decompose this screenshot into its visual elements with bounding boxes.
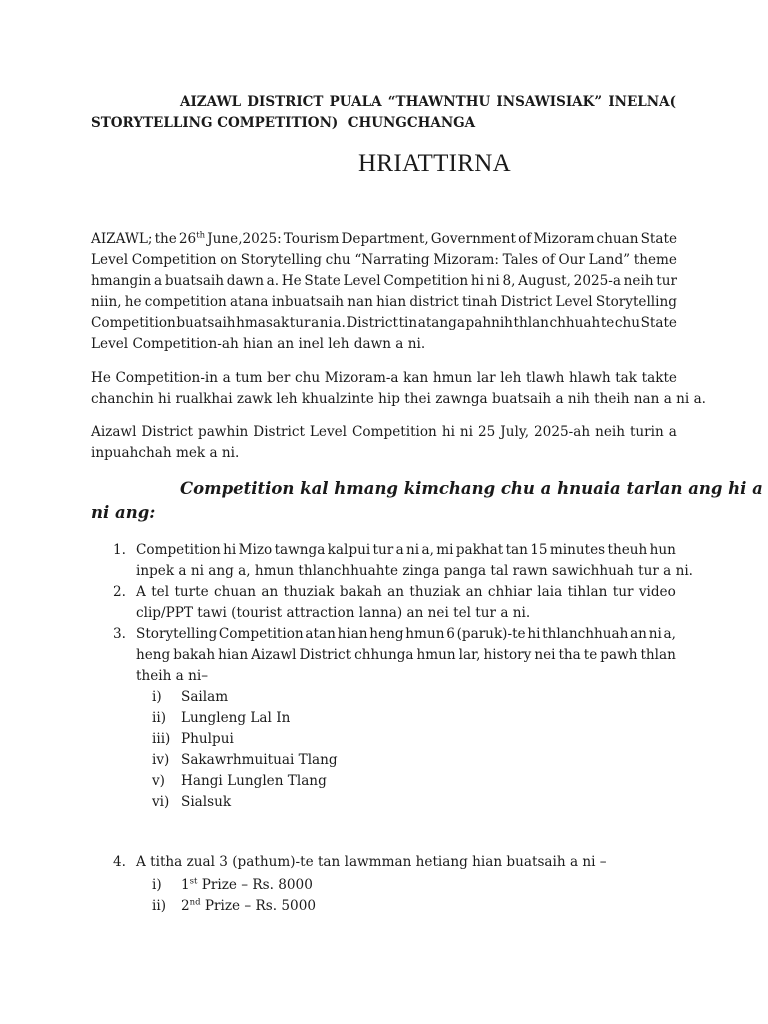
heading-line-1 [180,94,676,110]
text-word: hian [218,647,249,663]
text-word: thlan [513,315,549,331]
text-word: He [281,273,302,289]
text-word: chhiar [487,584,532,600]
list-item-line: clip/PPT tawi (tourist attraction lanna) an nei tel tur a ni. [136,605,531,621]
text-word: Mizoram-a [324,370,399,386]
roman-numeral: ii) [152,710,166,726]
text-word: buatsaih [164,273,225,289]
text-word: Level [91,252,129,268]
text-word: (paruk)-te [456,626,526,642]
paragraph-2-line: chanchin hi rualkhai zawk leh khualzinte hip thei zawnga buatsaih a nih theih nan a ni a. [91,391,707,407]
page-title: HRIATTIRNA [358,150,511,177]
text-word: niin, [91,294,122,310]
text-word: August, [518,273,571,289]
text-word: Competition [136,542,221,558]
list-item-line [136,645,676,666]
text-word: mi [436,542,454,558]
text-word: hlawh [568,370,611,386]
text-word: Storytelling [240,252,322,268]
text-word: competition [144,294,227,310]
text-word: theme [633,252,677,268]
text-word: tur [612,584,634,600]
paragraph-1-line [91,271,677,292]
text-word: he [124,294,142,310]
text-word: thuziak [283,584,335,600]
text-word: Tourism [283,231,340,247]
text-word: turin [629,424,664,440]
list-item-line: theih a ni– [136,668,209,684]
text-word: a [222,370,231,386]
paragraph-1-line [91,292,677,313]
paragraph-1-line [91,313,677,334]
text-word: tak [615,370,638,386]
text-word: hmun [405,626,445,642]
paragraph-1-line [91,229,677,250]
text-word: District [141,424,194,440]
text-word: Aizawl [251,647,297,663]
text-word: district [409,294,459,310]
section-heading-line-2: ni ang: [91,503,156,522]
text-word: tihlan [567,584,608,600]
text-word: takte [641,370,677,386]
text-word: Government [430,231,516,247]
text-word: pawhin [198,424,249,440]
superscript: st [189,876,198,887]
text-word: 26th [178,230,206,247]
text-word: Mizoram: [433,252,499,268]
text-word: leh [500,370,522,386]
text-word: ni [486,273,500,289]
text-word: A [136,584,146,600]
text-word: chuan [596,231,639,247]
text-word: 8, [502,273,516,289]
text-word: tin [398,315,418,331]
place-name: Hangi Lunglen Tlang [181,773,327,789]
text-word: a, [663,626,676,642]
text-word: June,2025: [207,231,282,247]
text-word: Competition-in [115,370,219,386]
text-word: bakah [339,584,382,600]
text-word: hun [649,542,676,558]
text-word: tel [151,584,170,600]
text-word: a [311,315,320,331]
text-word: Level [309,424,348,440]
text-word: pawh [600,647,638,663]
text-word: tinah [461,294,498,310]
text-word: tum [235,370,263,386]
text-word: ni [459,424,474,440]
text-word: chhuah [549,315,601,331]
text-word: thlanchhuah [542,626,629,642]
text-word: hmun [416,647,456,663]
text-word: chhunga [354,647,414,663]
text-word: Level [555,294,593,310]
text-word: chu [614,315,641,331]
text-word: Competition [218,626,304,642]
text-word: Competition [352,424,437,440]
text-word: heng [136,647,171,663]
text-word: hian [337,626,368,642]
text-word: kan [403,370,429,386]
text-word: tan [505,542,528,558]
list-number: 2. [113,584,126,600]
text-word: Storytelling [136,626,218,642]
text-word: tur [656,273,677,289]
text-word: District [253,424,305,440]
roman-numeral: iii) [152,731,171,747]
text-word: atana [230,294,269,310]
text-word: minutes [549,542,606,558]
text-word: neih [595,424,625,440]
text-word: pakhat [455,542,504,558]
text-word: State [304,273,341,289]
superscript: nd [189,897,201,908]
place-name: Phulpui [181,731,234,747]
paragraph-3-line: inpuahchah mek a ni. [91,445,240,461]
text-word: a. [266,273,280,289]
text-word: chu [294,370,321,386]
prize-line: 2nd Prize – Rs. 5000 [181,897,316,914]
text-word: Department, [341,231,429,247]
list-number: 4. [113,854,126,870]
text-word: an [387,584,405,600]
text-word: inbuatsaih [271,294,345,310]
text-word: Storytelling [595,294,677,310]
text-word: Level [343,273,381,289]
text-word: July, [500,424,530,440]
text-word: District [346,315,399,331]
text-word: bakah [173,647,216,663]
text-word: hi [223,542,237,558]
text-word: District [299,647,352,663]
text-word: atan [305,626,336,642]
text-word: Tales [502,252,539,268]
text-word: the [154,231,177,247]
text-word: hi [441,424,455,440]
heading-word: INELNA( [608,94,676,110]
list-item-text: A titha zual 3 (pathum)-te tan lawmman hetiang hian buatsaih a ni – [136,854,607,870]
text-word: te [583,647,598,663]
roman-numeral: iv) [152,752,170,768]
text-word: 2025-ah [534,424,591,440]
heading-word: INSAWISIAK” [496,94,603,110]
text-word: chu [325,252,351,268]
text-word: hmangin [91,273,152,289]
place-name: Sialsuk [181,794,232,810]
roman-numeral: v) [152,773,165,789]
text-word: Our [558,252,585,268]
text-word: chuan [214,584,257,600]
list-item-line [136,582,676,603]
text-word: lar, [458,647,481,663]
text-word: tur [289,315,311,331]
heading-word: “THAWNTHU [387,94,491,110]
text-word: heng [369,626,404,642]
text-word: thlan [640,647,676,663]
text-word: tlawh [526,370,565,386]
list-item-line: inpek a ni ang a, hmun thlanchhuahte zinga panga tal rawn sawichhuah tur a ni. [136,563,693,579]
text-word: Competition [91,315,176,331]
text-word: a. [333,315,346,331]
text-word: theuh [607,542,648,558]
text-word: Competition [383,273,469,289]
text-word: tawnga [274,542,326,558]
text-word: ni [648,626,662,642]
text-word: ni [319,315,333,331]
text-word: turte [174,584,209,600]
text-word: of [541,252,555,268]
text-word: hmun [432,370,473,386]
text-word: thuziak [409,584,461,600]
roman-numeral: i) [152,877,162,893]
heading-word: PUALA [329,94,382,110]
text-word: an [630,626,647,642]
text-word: He [91,370,111,386]
paragraph-3-line [91,422,677,443]
place-name: Sailam [181,689,229,705]
heading-word: AIZAWL [180,94,242,110]
text-word: on [220,252,238,268]
prize-line: 1st Prize – Rs. 8000 [181,876,313,893]
text-word: 25 [478,424,496,440]
text-word: neih [623,273,654,289]
text-word: ni [406,542,420,558]
paragraph-2-line [91,368,677,389]
text-word: an [261,584,279,600]
paragraph-1-line [91,250,677,271]
place-name: Sakawrhmuituai Tlang [181,752,338,768]
text-word: 2025-a [573,273,621,289]
heading-word: DISTRICT [247,94,324,110]
text-word: nei [534,647,556,663]
text-word: a [395,542,404,558]
text-word: hi [527,626,541,642]
list-item-line [136,624,676,645]
text-word: laia [537,584,563,600]
text-word: an [465,584,483,600]
text-word: atanga [417,315,465,331]
text-word: a, [421,542,434,558]
section-heading-line-1: Competition kal hmang kimchang chu a hnuaia tarlan ang hi a [180,479,763,498]
text-word: lar [476,370,496,386]
text-word: 6 [446,626,455,642]
text-word: pahnih [465,315,513,331]
text-word: tha [558,647,581,663]
text-word: State [640,315,677,331]
text-word: of [518,231,532,247]
text-word: nan [347,294,373,310]
text-word: kalpui [327,542,371,558]
text-word: AIZAWL; [91,231,153,247]
text-word: Mizo [238,542,273,558]
text-word: Land” [588,252,631,268]
list-item-line [136,540,676,561]
text-word: Aizawl [91,424,137,440]
text-word: a [154,273,163,289]
text-word: te [600,315,615,331]
heading-line-2: STORYTELLING COMPETITION) CHUNGCHANGA [91,115,476,131]
text-word: Competition [131,252,217,268]
superscript: th [196,230,206,241]
roman-numeral: vi) [152,794,170,810]
text-word: 15 [530,542,548,558]
text-word: buatsaih [176,315,236,331]
text-word: tur [372,542,394,558]
text-word: video [638,584,676,600]
text-word: dawn [226,273,264,289]
list-number: 3. [113,626,126,642]
paragraph-1-line: Level Competition-ah hian an inel leh dawn a ni. [91,336,426,352]
place-name: Lungleng Lal In [181,710,291,726]
text-word: ber [267,370,291,386]
text-word: hi [470,273,484,289]
text-word: District [500,294,553,310]
text-word: State [640,231,677,247]
text-word: history [483,647,532,663]
text-word: Mizoram [533,231,595,247]
text-word: hmasak [236,315,290,331]
roman-numeral: ii) [152,898,166,914]
list-number: 1. [113,542,126,558]
text-word: a [668,424,677,440]
roman-numeral: i) [152,689,162,705]
text-word: hian [376,294,407,310]
text-word: “Narrating [354,252,430,268]
